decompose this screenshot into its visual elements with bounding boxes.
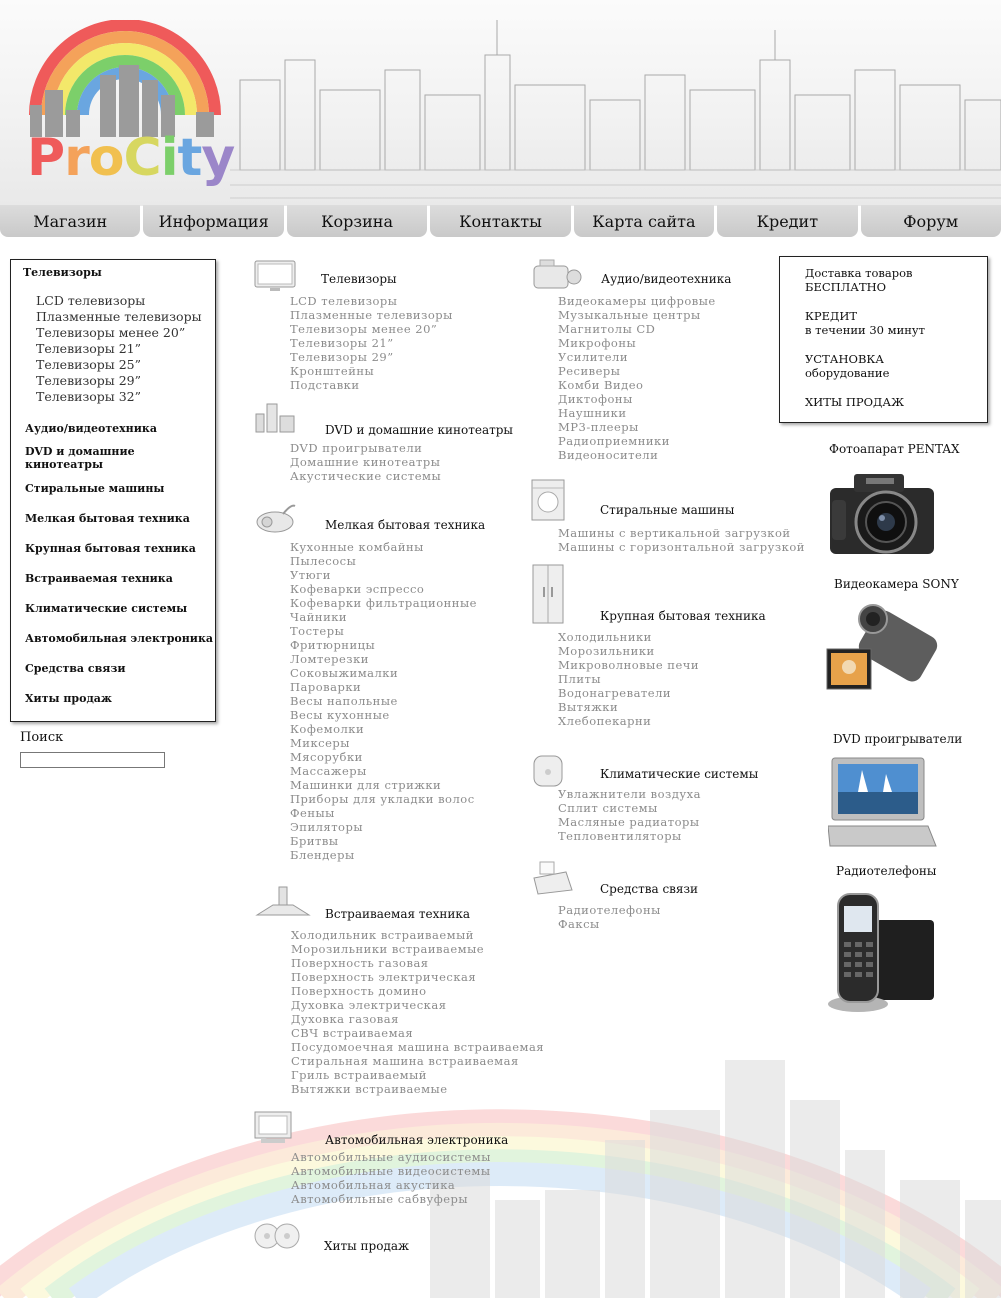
- sidebar-tv-sublist: [36, 293, 215, 405]
- catalog-link[interactable]: Сплит системы: [558, 801, 658, 815]
- catalog-link[interactable]: Видеоносители: [558, 448, 659, 462]
- catalog-link[interactable]: Автомобильные сабвуферы: [291, 1192, 469, 1206]
- promo-delivery-free[interactable]: БЕСПЛАТНО: [805, 280, 887, 294]
- sidebar-item-climate[interactable]: Климатические системы: [25, 601, 188, 615]
- catalog-link[interactable]: Блендеры: [290, 848, 355, 862]
- sidebar-item-small-appliances[interactable]: Мелкая бытовая техника: [25, 511, 190, 525]
- catalog-link[interactable]: Холодильники: [558, 630, 652, 644]
- catalog-link[interactable]: Соковыжималки: [290, 666, 399, 680]
- promo-hits[interactable]: ХИТЫ ПРОДАЖ: [805, 395, 905, 409]
- catalog-link[interactable]: Домашние кинотеатры: [290, 455, 441, 469]
- catalog-link[interactable]: Радиотелефоны: [558, 903, 661, 917]
- nav-forum[interactable]: Форум: [861, 205, 1001, 237]
- sidebar-subitem[interactable]: LCD телевизоры: [36, 293, 146, 308]
- catalog-link[interactable]: Машинки для стрижки: [290, 778, 442, 792]
- catalog-link[interactable]: LCD телевизоры: [290, 294, 398, 308]
- nav-contacts[interactable]: Контакты: [430, 205, 570, 237]
- main-nav: [0, 205, 1001, 237]
- catalog-link[interactable]: Поверхность домино: [291, 984, 427, 998]
- promo-delivery[interactable]: Доставка товаров: [805, 266, 913, 280]
- nav-credit[interactable]: Кредит: [717, 205, 857, 237]
- catalog-link[interactable]: Тостеры: [290, 624, 345, 638]
- catalog-link[interactable]: Подставки: [290, 378, 360, 392]
- promo-box: [779, 256, 988, 423]
- catalog-list: [558, 294, 716, 462]
- catalog-title[interactable]: Телевизоры: [321, 272, 397, 286]
- catalog-list: [290, 441, 441, 483]
- catalog-link[interactable]: Приборы для укладки волос: [290, 792, 475, 806]
- nav-information[interactable]: Информация: [143, 205, 283, 237]
- catalog-list: [290, 294, 453, 392]
- product-title-dvd[interactable]: DVD проигрыватели: [833, 732, 963, 746]
- catalog-title[interactable]: DVD и домашние кинотеатры: [325, 423, 513, 437]
- catalog-list: [558, 787, 701, 843]
- catalog-link[interactable]: Стиральная машина встраиваемая: [291, 1054, 519, 1068]
- catalog-title[interactable]: Крупная бытовая техника: [600, 609, 766, 623]
- catalog-link[interactable]: Диктофоны: [558, 392, 633, 406]
- catalog-link[interactable]: Телевизоры 29”: [290, 350, 394, 364]
- promo-install[interactable]: УСТАНОВКА: [805, 352, 885, 366]
- header-banner: [0, 0, 1001, 206]
- catalog-title[interactable]: Хиты продаж: [324, 1239, 410, 1253]
- catalog-title[interactable]: Аудио/видеотехника: [601, 272, 732, 286]
- videocamera-photo-icon[interactable]: [823, 601, 948, 706]
- catalog-link[interactable]: Массажеры: [290, 764, 367, 778]
- catalog-link[interactable]: Духовка газовая: [291, 1012, 399, 1026]
- catalog-link[interactable]: Микроволновые печи: [558, 658, 700, 672]
- catalog-link[interactable]: Вытяжки встраиваемые: [291, 1082, 448, 1096]
- catalog-link[interactable]: Телевизоры 21”: [290, 336, 394, 350]
- catalog-link[interactable]: Автомобильные видеосистемы: [291, 1164, 491, 1178]
- dvd-player-photo-icon[interactable]: [828, 756, 938, 850]
- product-title-videocamera[interactable]: Видеокамера SONY: [834, 577, 959, 591]
- fax-icon: [530, 860, 574, 896]
- catalog-link[interactable]: Водонагреватели: [558, 686, 672, 700]
- catalog-link[interactable]: MP3-плееры: [558, 420, 639, 434]
- promo-install-equipment[interactable]: оборудование: [805, 366, 890, 380]
- search-input[interactable]: [20, 752, 165, 768]
- promo-credit[interactable]: КРЕДИТ: [805, 309, 858, 323]
- nav-shop[interactable]: Магазин: [0, 205, 140, 237]
- catalog-link[interactable]: Поверхность газовая: [291, 956, 429, 970]
- catalog-title[interactable]: Стиральные машины: [600, 503, 735, 517]
- washing-machine-icon: [530, 478, 566, 522]
- catalog-link[interactable]: Весы кухонные: [290, 708, 390, 722]
- catalog-link[interactable]: Плиты: [558, 672, 602, 686]
- catalog-link[interactable]: Ломтерезки: [290, 652, 369, 666]
- product-title-camera[interactable]: Фотоапарат PENTAX: [829, 442, 960, 456]
- catalog-link[interactable]: Мясорубки: [290, 750, 363, 764]
- sidebar-item-large-appliances[interactable]: Крупная бытовая техника: [25, 541, 196, 555]
- catalog-link[interactable]: Комби Видео: [558, 378, 644, 392]
- catalog-title[interactable]: Климатические системы: [600, 767, 759, 781]
- sidebar-item-communication[interactable]: Средства связи: [25, 661, 126, 675]
- sidebar-item-washing[interactable]: Стиральные машины: [25, 481, 165, 495]
- sidebar-item-auto[interactable]: Автомобильная электроника: [25, 631, 214, 645]
- sidebar-subitem[interactable]: Телевизоры 29”: [36, 373, 142, 388]
- catalog-link[interactable]: СВЧ встраиваемая: [291, 1026, 414, 1040]
- catalog-title[interactable]: Автомобильная электроника: [325, 1133, 509, 1147]
- catalog-list: [290, 540, 477, 862]
- sidebar-subitem[interactable]: Телевизоры менее 20”: [36, 325, 186, 340]
- catalog-link[interactable]: Усилители: [558, 350, 629, 364]
- catalog-list: [291, 928, 544, 1096]
- catalog-link[interactable]: Машины с вертикальной загрузкой: [558, 526, 791, 540]
- sidebar-subitem[interactable]: Телевизоры 21”: [36, 341, 142, 356]
- camera-photo-icon[interactable]: [826, 470, 938, 560]
- catalog-link[interactable]: Хлебопекарни: [558, 714, 652, 728]
- catalog-link[interactable]: Чайники: [290, 610, 348, 624]
- catalog-link[interactable]: Плазменные телевизоры: [290, 308, 453, 322]
- sidebar-item-builtin[interactable]: Встраиваемая техника: [25, 571, 173, 585]
- catalog-link[interactable]: Радиоприемники: [558, 434, 670, 448]
- car-monitor-icon: [253, 1110, 297, 1146]
- product-title-phone[interactable]: Радиотелефоны: [836, 864, 937, 878]
- catalog-link[interactable]: Кронштейны: [290, 364, 375, 378]
- catalog-link[interactable]: Тепловентиляторы: [558, 829, 682, 843]
- catalog-link[interactable]: Кофеварки фильтрационные: [290, 596, 477, 610]
- catalog-link[interactable]: Посудомоечная машина встраиваемая: [291, 1040, 545, 1054]
- catalog-link[interactable]: Морозильники встраиваемые: [291, 942, 485, 956]
- sidebar-category-menu: [10, 259, 216, 722]
- catalog-link[interactable]: DVD проигрыватели: [290, 441, 423, 455]
- catalog-link[interactable]: Микрофоны: [558, 336, 637, 350]
- catalog-link[interactable]: Эпиляторы: [290, 820, 363, 834]
- logo-text: ProCity: [27, 128, 235, 188]
- catalog-link[interactable]: Наушники: [558, 406, 627, 420]
- catalog-list: [291, 1150, 491, 1206]
- catalog-list: [558, 630, 699, 728]
- discs-icon: [253, 1218, 305, 1254]
- sidebar-item-dvd[interactable]: DVD и домашние кинотеатры: [25, 445, 135, 471]
- cordless-phone-photo-icon[interactable]: [826, 890, 938, 1015]
- vacuum-cleaner-icon: [253, 500, 297, 536]
- catalog-link[interactable]: Кухонные комбайны: [290, 540, 424, 554]
- catalog-link[interactable]: Видеокамеры цифровые: [558, 294, 716, 308]
- catalog-link[interactable]: Увлажнители воздуха: [558, 787, 702, 801]
- nav-sitemap[interactable]: Карта сайта: [574, 205, 714, 237]
- catalog-link[interactable]: Масляные радиаторы: [558, 815, 700, 829]
- nav-cart[interactable]: Корзина: [287, 205, 427, 237]
- catalog-link[interactable]: Машины с горизонтальной загрузкой: [558, 540, 805, 554]
- catalog-link[interactable]: Автомобильные аудиосистемы: [291, 1150, 491, 1164]
- catalog-link[interactable]: Гриль встраиваемый: [291, 1068, 427, 1082]
- catalog-link[interactable]: Автомобильная акустика: [291, 1178, 456, 1192]
- catalog-link[interactable]: Акустические системы: [290, 469, 442, 483]
- catalog-link[interactable]: Пароварки: [290, 680, 362, 694]
- catalog-link[interactable]: Миксеры: [290, 736, 350, 750]
- refrigerator-icon: [530, 563, 566, 625]
- catalog-list: [558, 526, 805, 554]
- catalog-link[interactable]: Феныы: [290, 806, 335, 820]
- catalog-link[interactable]: Утюги: [290, 568, 331, 582]
- sidebar-item-tv[interactable]: Телевизоры: [23, 266, 102, 279]
- catalog-link[interactable]: Фритюрницы: [290, 638, 376, 652]
- video-camera-icon: [530, 258, 582, 294]
- catalog-title[interactable]: Встраиваемая техника: [325, 907, 471, 921]
- catalog-title[interactable]: Мелкая бытовая техника: [325, 518, 486, 532]
- catalog-link[interactable]: Вытяжки: [558, 700, 619, 714]
- catalog-link[interactable]: Факсы: [558, 917, 600, 931]
- search-label: Поиск: [20, 730, 64, 745]
- sidebar-subitem[interactable]: Телевизоры 25”: [36, 357, 142, 372]
- catalog-link[interactable]: Кофемолки: [290, 722, 365, 736]
- catalog-title[interactable]: Средства связи: [600, 882, 699, 896]
- home-theater-icon: [253, 400, 297, 436]
- catalog-link[interactable]: Телевизоры менее 20”: [290, 322, 438, 336]
- promo-credit-time[interactable]: в течении 30 минут: [805, 323, 926, 337]
- humidifier-icon: [530, 752, 566, 788]
- catalog-list: [558, 903, 661, 931]
- catalog-link[interactable]: Пылесосы: [290, 554, 357, 568]
- catalog-link[interactable]: Магнитолы CD: [558, 322, 656, 336]
- range-hood-icon: [253, 885, 313, 921]
- sidebar-subitem[interactable]: Плазменные телевизоры: [36, 309, 202, 324]
- catalog-link[interactable]: Поверхность электрическая: [291, 970, 477, 984]
- catalog-link[interactable]: Весы напольные: [290, 694, 398, 708]
- catalog-link[interactable]: Бритвы: [290, 834, 339, 848]
- catalog-link[interactable]: Холодильник встраиваемый: [291, 928, 474, 942]
- sidebar-subitem[interactable]: Телевизоры 32”: [36, 389, 142, 404]
- catalog-link[interactable]: Кофеварки эспрессо: [290, 582, 425, 596]
- catalog-link[interactable]: Музыкальные центры: [558, 308, 701, 322]
- sidebar-item-audio-video[interactable]: Аудио/видеотехника: [25, 421, 157, 435]
- catalog-link[interactable]: Ресиверы: [558, 364, 621, 378]
- tv-icon: [253, 258, 297, 294]
- catalog-link[interactable]: Духовка электрическая: [291, 998, 447, 1012]
- sidebar-item-hits[interactable]: Хиты продаж: [25, 691, 113, 705]
- catalog-link[interactable]: Морозильники: [558, 644, 655, 658]
